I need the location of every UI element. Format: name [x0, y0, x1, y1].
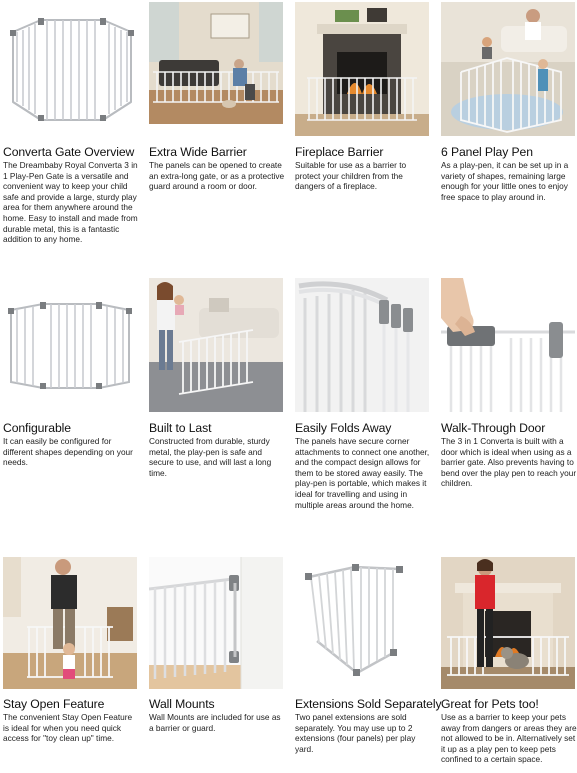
feature-title: Wall Mounts — [149, 697, 215, 711]
feature-description: Constructed from durable, sturdy metal, the play-pen is safe and secure to use, and will last a long time. — [149, 436, 272, 478]
feature-title: Built to Last — [149, 421, 212, 435]
feature-description: The panels can be opened to create an extra-long gate, or as a protective guard around a room or door. — [149, 160, 285, 192]
feature-title: Stay Open Feature — [3, 697, 105, 711]
feature-title: Converta Gate Overview — [3, 145, 135, 159]
wall-mount-photo — [149, 557, 283, 689]
extension-panels-photo — [295, 557, 429, 689]
feature-title: Extensions Sold Separately — [295, 697, 442, 711]
feature-description: The 3 in 1 Converta is built with a door which is ideal when using as a barrier gate. Also prevents having to bend over the play pen to reach your children. — [441, 436, 577, 489]
mother-child-pen-photo — [149, 278, 283, 412]
feature-description: As a play-pen, it can be set up in a variety of shapes, remaining large enough for your little ones to enjoy free space to play around in. — [441, 160, 569, 202]
hexagon-pen-gate-photo — [3, 2, 137, 136]
feature-title: Great for Pets too! — [441, 697, 539, 711]
fireplace-barrier-photo — [295, 2, 429, 136]
play-pen-children-photo — [441, 2, 575, 136]
door-latch-hand-photo — [441, 278, 575, 412]
folded-panels-photo — [295, 278, 429, 412]
pet-fireplace-photo — [441, 557, 575, 689]
feature-title: Walk-Through Door — [441, 421, 546, 435]
feature-description: The convenient Stay Open Feature is ideal for when you need quick access for "toy clean up" time. — [3, 712, 133, 744]
feature-title: Easily Folds Away — [295, 421, 392, 435]
feature-description: Suitable for use as a barrier to protect your children from the dangers of a fireplace. — [295, 160, 407, 192]
feature-description: The Dreambaby Royal Converta 3 in 1 Play-Pen Gate is a versatile and convenient way to keep your child safe and provide a large, sturdy play area for them anywhere around the home. Easy to install and made from durable metal, this is a fantastic addition to any home. — [3, 160, 138, 245]
living-room-barrier-photo — [149, 2, 283, 124]
father-child-gate-photo — [3, 557, 137, 689]
feature-description: Use as a barrier to keep your pets away from dangers or areas they are not allowed to be in. Alternatively set it up as a play pen to keep pets confined to a certain space. — [441, 712, 577, 765]
feature-title: Fireplace Barrier — [295, 145, 384, 159]
configurable-pen-photo — [3, 278, 137, 412]
feature-description: The panels have secure corner attachments to connect one another, and the compact design allows for them to be stored away easily. The play-pen is portable, which makes it ideal for travelling and using in multiple areas around the home. — [295, 436, 430, 510]
feature-description: It can easily be configured for different shapes depending on your needs. — [3, 436, 133, 468]
feature-title: Extra Wide Barrier — [149, 145, 247, 159]
feature-description: Two panel extensions are sold separately. You may use up to 2 extensions (four panels) per play yard. — [295, 712, 416, 754]
feature-title: 6 Panel Play Pen — [441, 145, 533, 159]
feature-title: Configurable — [3, 421, 71, 435]
feature-description: Wall Mounts are included for use as a barrier or guard. — [149, 712, 281, 733]
